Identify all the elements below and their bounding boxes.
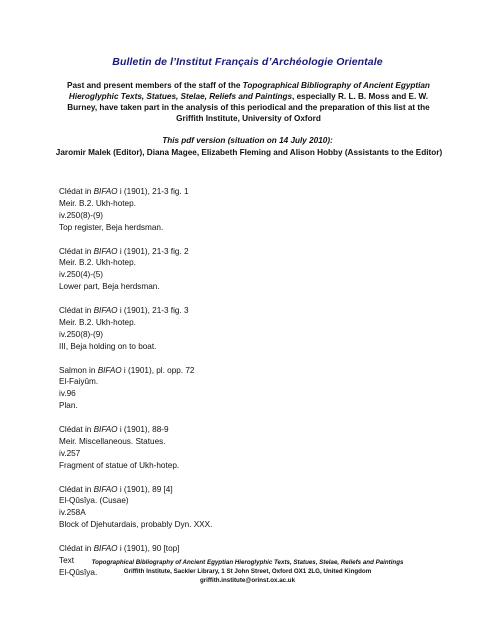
intro-paragraph (66, 80, 431, 124)
reference-journal: BIFAO (93, 425, 118, 435)
bibliography-entry (59, 246, 439, 294)
reference-author: Clédat in (59, 484, 94, 494)
reference-journal: BIFAO (93, 484, 118, 494)
entry-reference (59, 186, 439, 198)
bibliography-entry (59, 186, 439, 234)
entry-line: Meir. Miscellaneous. Statues. (59, 436, 166, 446)
reference-author: Clédat in (59, 246, 94, 256)
entry-line: Top register, Beja herdsman. (59, 222, 164, 232)
entry-reference (59, 305, 439, 317)
entry-line: III, Beja holding on to boat. (59, 341, 157, 351)
reference-author: Clédat in (59, 425, 94, 435)
reference-journal: BIFAO (93, 187, 118, 196)
entry-line: iv.250(8)-(9) (59, 210, 103, 220)
entry-line: iv.250(4)-(5) (59, 270, 103, 280)
entry-line: iv.96 (59, 389, 76, 399)
entry-reference (59, 424, 439, 436)
reference-journal: BIFAO (93, 544, 118, 554)
entry-line: Meir. B.2. Ukh-hotep. (59, 317, 136, 327)
bibliography-entries (59, 186, 439, 591)
bibliography-entry (59, 365, 439, 413)
version-note: This pdf version (situation on 14 July 2010): (162, 136, 333, 145)
footer-title: Topographical Bibliography of Ancient Egyptian Hieroglyphic Texts, Statues, Stelae, Reliefs and Paintings (91, 559, 404, 566)
footer-email[interactable]: griffith.institute@orinst.ox.ac.uk (199, 577, 296, 584)
reference-author: Salmon in (59, 365, 98, 375)
entry-line: Text (59, 556, 75, 565)
entry-line: Plan. (59, 401, 78, 411)
bibliography-entry (59, 484, 439, 532)
entry-line: El-Qûsîya. (Cusae) (59, 496, 129, 506)
entry-line: iv.258A (59, 508, 86, 518)
entry-reference (59, 484, 439, 496)
reference-volume: i (1901), 21-3 fig. 2 (117, 246, 189, 256)
footer-address: Griffith Institute, Sackler Library, 1 St John Street, Oxford OX1 2LG, United Kingdom (123, 568, 372, 575)
reference-volume: i (1901), 88-9 (117, 425, 169, 435)
journal-title: Bulletin de l’Institut Français d’Archéologie Orientale (112, 56, 383, 68)
reference-journal: BIFAO (93, 306, 118, 316)
bibliography-entry (59, 305, 439, 353)
reference-author: Clédat in (59, 187, 94, 196)
reference-volume: i (1901), 89 [4] (117, 484, 173, 494)
bibliography-title: Topographical Bibliography of Ancient Egyptian Hieroglyphic Texts, Statues, Stelae, Reliefs and Paintings (68, 81, 430, 101)
entry-reference (59, 246, 439, 258)
reference-volume: i (1901), 90 [top] (117, 544, 180, 554)
entry-line: Meir. B.2. Ukh-hotep. (59, 258, 136, 268)
intro-text-part1: Past and present members of the staff of the (67, 81, 243, 90)
reference-author: Clédat in (59, 306, 94, 316)
entry-line: El-Faiyûm. (59, 377, 99, 387)
bibliography-entry (59, 424, 439, 472)
entry-line: Lower part, Beja herdsman. (59, 282, 160, 292)
entry-line: iv.257 (59, 448, 81, 458)
entry-line: El-Qûsîya. (59, 567, 98, 577)
intro-text-part2: , especially R. L. B. Moss and E. W. Burney, have taken part in the analysis of this periodical and the preparation of this list at the Griffith Institute, University of Oxford (67, 92, 430, 123)
page-footer (0, 558, 495, 585)
reference-volume: i (1901), 21-3 fig. 1 (117, 187, 189, 196)
reference-journal: BIFAO (93, 246, 118, 256)
reference-volume: i (1901), pl. opp. 72 (121, 365, 195, 375)
entry-line: Meir. B.2. Ukh-hotep. (59, 198, 136, 208)
entry-line: iv.250(8)-(9) (59, 329, 103, 339)
entry-line: Block of Djehutardais, probably Dyn. XXX. (59, 520, 213, 530)
reference-author: Clédat in (59, 544, 94, 554)
entry-line: Fragment of statue of Ukh-hotep. (59, 460, 180, 470)
reference-volume: i (1901), 21-3 fig. 3 (117, 306, 189, 316)
entry-reference (59, 543, 439, 555)
reference-journal: BIFAO (97, 365, 122, 375)
editors-line: Jaromir Malek (Editor), Diana Magee, Elizabeth Fleming and Alison Hobby (Assistants to the Editor) (55, 148, 443, 157)
entry-reference (59, 365, 439, 377)
